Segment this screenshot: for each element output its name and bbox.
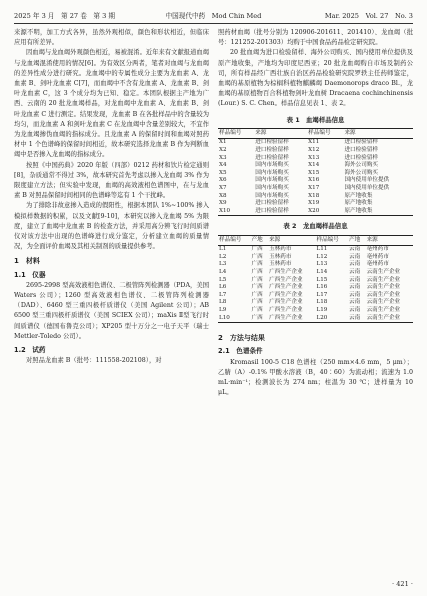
table-cell: 玉林药市 — [269, 261, 292, 268]
running-header — [14, 8, 413, 22]
table-cell: X13 — [308, 154, 320, 161]
table-row — [218, 284, 413, 292]
table-cell: 广西生产企业 — [269, 284, 303, 291]
header-journal: 中国现代中药 Mod Chin Med — [165, 12, 262, 20]
table-cell: 广西生产企业 — [269, 276, 303, 283]
table-cell: 亳州药市 — [366, 261, 389, 268]
table-row — [218, 147, 413, 155]
table-cell: L7 — [219, 291, 227, 298]
table-row — [218, 193, 413, 201]
table-cell: 国内市场购买 — [255, 192, 289, 199]
table-cell: L2 — [219, 253, 227, 260]
page-number: · 421 · — [392, 580, 413, 588]
table-cell: 广西生产企业 — [269, 299, 303, 306]
table-cell: L6 — [219, 284, 227, 291]
table-header-cell: 来源 — [343, 128, 413, 139]
table-row — [218, 315, 413, 323]
table-header-cell: 产地 — [348, 235, 366, 246]
table-header-row — [218, 235, 413, 246]
table-cell: X15 — [308, 169, 320, 176]
paragraph: 因血竭与龙血竭外观颜色相近，易被混淆。近年来有文献报道血竭与龙血竭混淆使用的情况[6]。为有效区分两者，笔者对血竭与龙血竭的差异性成分进行研究。龙血竭中的专属性成分主要为龙血素 A、龙血素 B、剑叶龙血素 C[7]，而血竭中不含有龙血素 A、龙血素 B、剑叶龙血素 C，这 3 个成分均为已知、稳定。本团队根据主产地为广西、云南的 20 批龙血竭样品，对龙血竭中龙血素 A、龙血素 B、剑叶龙血素 C 进行测定。结果发现，龙血素 B 在各批样品中的含量较为均匀，而龙血素 A 和剑叶龙血素 C 在龙血竭中含量差别较大，不宜作为龙血竭掺伪血竭的指标成分。且龙血素 A 的保留时间和血竭对照药材中 1 个色谱峰的保留时间相近，故本研究选择龙血素 B 作为判断血竭中是否掺入龙血竭的指标成分。 — [14, 49, 209, 159]
table-cell: L9 — [219, 306, 227, 313]
table-header-cell: 来源 — [268, 235, 315, 246]
paragraph: 来源不明，加工方式各异，虽然外观相似，颜色和形状相近，但临床应用有所差异。 — [14, 29, 209, 47]
table-cell: 广西 — [251, 306, 263, 313]
table-cell: 亳州药市 — [366, 253, 389, 260]
table-cell: 云南生产企业 — [366, 284, 401, 291]
paragraph: 2695-2998 型高效液相色谱仪、二极管阵列检测器（PDA，美国 Waters 公司）；1260 型高效液相色谱仪、二极管阵列检测器（DAD）、6460 型三重四极杆质谱仪（美国 Agilent 公司）；AB 6500 型三重四极杆质谱仪（美国 SCIEX 公司）；maXis Ⅱ型飞行时间质谱仪（德国布鲁克公司）；XP205 型十万分之一电子天平（瑞士 Mettler-Toledo 公司）。 — [14, 281, 209, 340]
table-cell: X3 — [219, 154, 227, 161]
table-cell: X19 — [308, 200, 320, 207]
table-cell: L5 — [219, 276, 227, 283]
section-heading: 2 方法与结果 — [218, 334, 265, 343]
table-cell: L19 — [316, 306, 328, 313]
paragraph: 对照品龙血素 B（批号：111558-202108），对 — [26, 357, 162, 365]
paragraph: 为了排除非故意掺入造成的假阳性，根据本团队 1%~100% 掺入模拟样数据的积累，以及文献[9-10]，本研究以掺入龙血竭 5% 为限度，建立了血竭中龙血素 B 的检查方法，并采用高分辨飞行时间质谱仪对该方法中出现的色谱峰进行成分鉴定，分析建立血竭的质量情况，为全面评价血竭及其相关制剂的质量提供参考。 — [14, 202, 209, 251]
table-row — [218, 177, 413, 185]
subsection-heading: 1.2 试药 — [14, 346, 46, 355]
table-row — [218, 185, 413, 193]
table-cell: 国内市场购买 — [255, 162, 289, 169]
table-cell: 进口检验留样 — [255, 147, 289, 154]
header-issue-en: Mar. 2025 Vol. 27 No. 3 — [324, 12, 413, 20]
table-cell: 进口检验留样 — [344, 154, 379, 161]
table-cell: 进口检验留样 — [255, 200, 289, 207]
table-cell: L17 — [316, 291, 328, 298]
table-cell: 进口检验留样 — [344, 139, 379, 146]
table-cell: 海外公司购买 — [344, 169, 379, 176]
table-cell: 原产地收集 — [344, 192, 373, 199]
table-cell: 云南生产企业 — [366, 268, 401, 275]
table-cell: L13 — [316, 261, 328, 268]
table-cell: X5 — [219, 169, 227, 176]
table-cell: X1 — [219, 139, 227, 146]
table-cell: X9 — [219, 200, 227, 207]
table-cell: X17 — [308, 184, 320, 191]
table-row — [218, 155, 413, 163]
table-cell: 广西 — [251, 276, 263, 283]
table-cell: 广西 — [251, 291, 263, 298]
paragraph: 照药材血竭（批号分别为 120906-201611、201410）、龙血竭（批号：121252-201303）均购于中国食品药品检定研究院。 — [218, 29, 413, 47]
table-cell: 国内市场购买 — [255, 184, 289, 191]
table-cell: L1 — [219, 246, 227, 253]
table-cell: 广西 — [251, 268, 263, 275]
table-cell: X10 — [218, 208, 254, 216]
table-body — [218, 246, 413, 323]
table-cell: X8 — [219, 192, 227, 199]
right-column — [218, 28, 413, 398]
table-cell: X12 — [308, 147, 320, 154]
table-header-cell: 产地 — [251, 235, 269, 246]
table-cell: 云南生产企业 — [366, 306, 401, 313]
table-cell: 进口检验留样 — [254, 208, 307, 216]
subsection-heading: 1.1 仪器 — [14, 270, 46, 279]
table-cell: 原产地收集 — [344, 200, 373, 207]
table-caption: 表 1 血竭样品信息 — [286, 115, 345, 124]
table-cell: 原产地收集 — [343, 208, 413, 216]
section-heading: 1 材料 — [14, 257, 40, 266]
table-cell: 云南 — [348, 246, 361, 253]
table-cell: 亳州药市 — [366, 246, 389, 253]
table-row — [218, 269, 413, 277]
table-row — [218, 200, 413, 208]
table-cell: X11 — [308, 139, 320, 146]
paragraph: 20 批血竭为进口检验留样、海外公司购买、国内使用单位提供及原产地收集，产地均为印度尼西亚；20 批龙血竭购自市场及制药公司，所有样品经广西壮族自治区药品检验研究院罗轶主任药师鉴定，血竭的基原植物为棕榈科植物麒麟竭 Daemonorops draco Bl.，龙血竭的基原植物百合科植物剑叶龙血树 Dracaena cochinchinensis (Lour.) S. C. Chen。样品信息见表 1、表 2。 — [218, 49, 413, 108]
table-cell: 云南生产企业 — [366, 299, 401, 306]
table-row — [218, 208, 413, 216]
table-cell: 云南生产企业 — [366, 315, 413, 323]
table-cell: L12 — [316, 253, 328, 260]
table-cell: 国内使用单位提供 — [344, 177, 390, 184]
table-cell: 海外公司购买 — [344, 162, 379, 169]
table-cell: 进口检验留样 — [255, 139, 289, 146]
table-cell: 进口检验留样 — [344, 147, 379, 154]
table-row — [218, 299, 413, 307]
table-cell: 云南 — [348, 284, 361, 291]
table-cell: X20 — [307, 208, 343, 216]
table-xuejie-samples — [218, 128, 413, 217]
table-row — [218, 139, 413, 147]
table-header-row — [218, 128, 413, 139]
table-cell: 广西 — [251, 299, 263, 306]
table-cell: L16 — [316, 284, 328, 291]
table-cell: L10 — [218, 315, 251, 323]
table-row — [218, 261, 413, 269]
table-cell: 云南 — [348, 261, 361, 268]
header-rule — [14, 23, 413, 24]
table-cell: 玉林药市 — [269, 253, 292, 260]
table-cell: 进口检验留样 — [255, 154, 289, 161]
paragraph: Kromasil 100-5 C18 色谱柱（250 mm×4.6 mm，5 μm）；乙腈（A）-0.1% 甲酸水溶液（B，40∶60）为流动相；流速为 1.0 mL·min⁻¹；检测波长为 274 nm；柱温为 30 ℃；进样量为 10 μL。 — [218, 358, 413, 397]
table-cell: 云南 — [348, 306, 361, 313]
table-row — [218, 277, 413, 285]
table-cell: L15 — [316, 276, 328, 283]
table-cell: 广西生产企业 — [269, 291, 303, 298]
table-cell: 云南 — [348, 253, 361, 260]
table-body — [218, 139, 413, 216]
table-cell: 云南 — [348, 276, 361, 283]
table-cell: 广西 — [251, 315, 269, 323]
table-cell: L20 — [315, 315, 348, 323]
left-column — [14, 28, 209, 367]
table-row — [218, 246, 413, 254]
table-cell: X6 — [219, 177, 227, 184]
table-cell: L8 — [219, 299, 227, 306]
table-cell: 广西 — [251, 253, 263, 260]
table-caption: 表 2 龙血竭样品信息 — [283, 222, 348, 231]
table-cell: X4 — [219, 162, 227, 169]
table-header-cell: 样品编号 — [315, 235, 348, 246]
paragraph: 按照《中国药典》2020 年版（四部）0212 药材和饮片检定通则[8]，杂质通常不得过 3%，故本研究首先考虑以掺入龙血竭 3% 作为限度建立方法；但实验中发现，血竭的高效液相色谱图中，在与龙血素 B 对照品保留时间相同的色谱峰等迄有 1 个干扰峰。 — [14, 161, 209, 200]
table-cell: 玉林药市 — [269, 246, 292, 253]
table-cell: 云南 — [348, 291, 361, 298]
table-longxuejie-samples — [218, 235, 413, 324]
table-cell: 国内市场购买 — [255, 177, 289, 184]
table-cell: X7 — [219, 184, 227, 191]
table-header-cell: 样品编号 — [218, 235, 251, 246]
table-cell: 云南 — [348, 299, 361, 306]
table-header-cell: 样品编号 — [218, 128, 254, 139]
table-header-cell: 来源 — [366, 235, 413, 246]
table-header-cell: 样品编号 — [307, 128, 343, 139]
table-row — [218, 307, 413, 315]
table-cell: 云南 — [348, 268, 361, 275]
table-cell: 国内使用单位提供 — [344, 184, 390, 191]
table-cell: L14 — [316, 268, 328, 275]
table-cell: 国内市场购买 — [255, 169, 289, 176]
table-header-cell: 来源 — [254, 128, 307, 139]
table-cell: 广西 — [251, 246, 263, 253]
header-issue: 2025 年 3 月 第 27 卷 第 3 期 — [14, 12, 115, 20]
table-cell: X16 — [308, 177, 320, 184]
subsection-heading: 2.1 色谱条件 — [218, 347, 263, 356]
table-cell: 广西 — [251, 284, 263, 291]
table-cell: L3 — [219, 261, 227, 268]
table-cell: L11 — [316, 246, 328, 253]
table-cell: X2 — [219, 147, 227, 154]
table-cell: 广西生产企业 — [268, 315, 315, 323]
table-cell: 云南生产企业 — [366, 276, 401, 283]
table-cell: 云南 — [348, 315, 366, 323]
table-cell: 云南生产企业 — [366, 291, 401, 298]
table-cell: 广西 — [251, 261, 263, 268]
table-row — [218, 162, 413, 170]
table-cell: 广西生产企业 — [269, 268, 303, 275]
table-cell: L4 — [219, 268, 227, 275]
table-cell: X18 — [308, 192, 320, 199]
table-cell: 广西生产企业 — [269, 306, 303, 313]
table-cell: X14 — [308, 162, 320, 169]
table-cell: L18 — [316, 299, 328, 306]
